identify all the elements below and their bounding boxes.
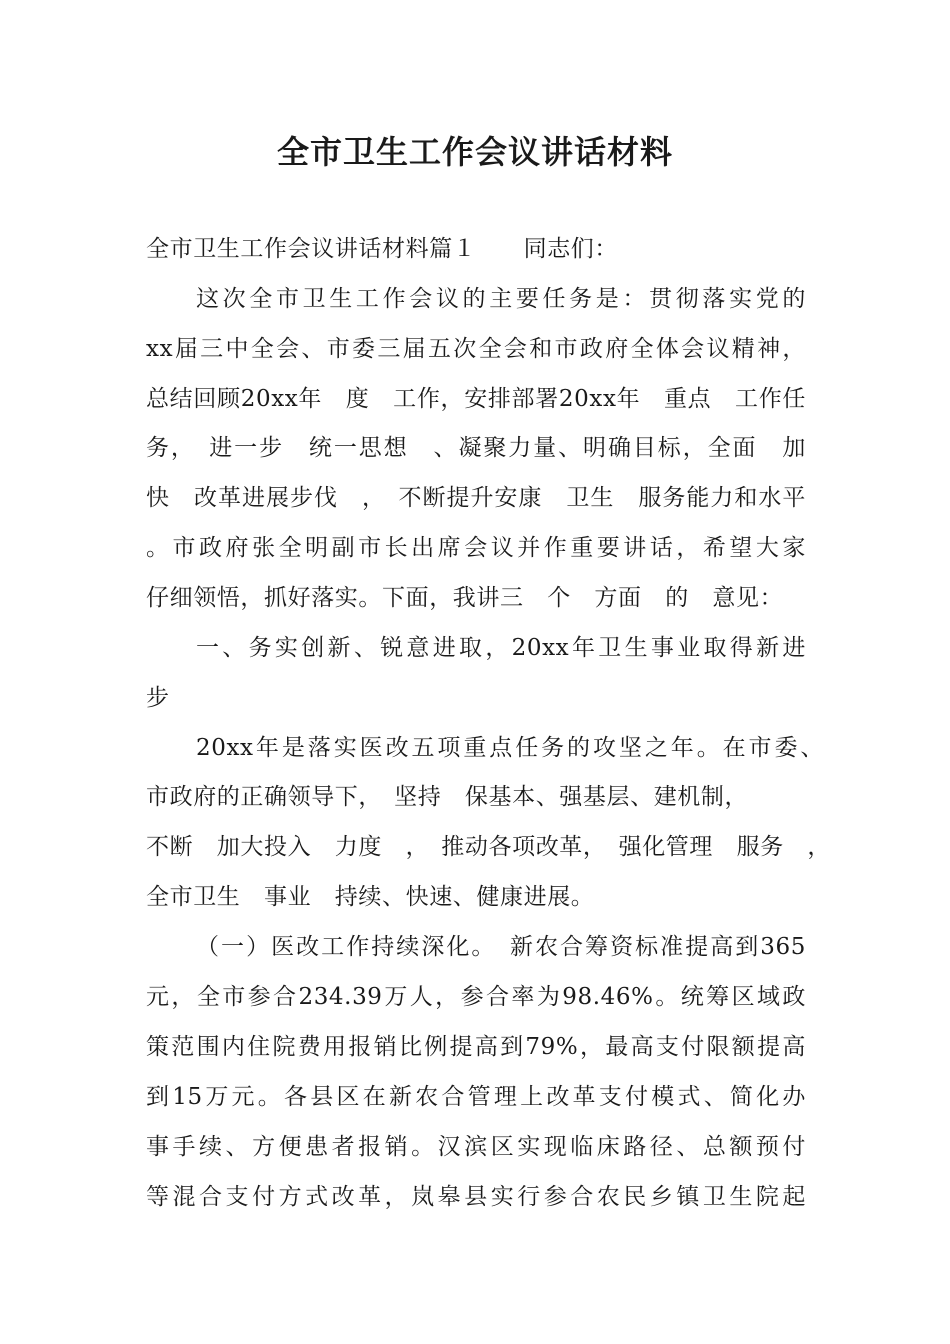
- subheading-1: （一）医改工作持续深化。 新农合筹资标准提高到365: [196, 934, 806, 960]
- text-line-1: 全市卫生工作会议讲话材料篇１ 同志们：: [146, 236, 618, 262]
- text-line-19: 事手续、方便患者报销。汉滨区实现临床路径、总额预付: [146, 1134, 806, 1160]
- text-line-6: 快 改革进展步伐 ， 不断提升安康 卫生 服务能力和水平: [146, 485, 806, 511]
- text-line-4: 总结回顾20xx年 度 工作，安排部署20xx年 重点 工作任: [146, 386, 806, 412]
- text-line-17: 策范围内住院费用报销比例提高到79%，最高支付限额提高: [146, 1034, 806, 1060]
- text-line-16: 元，全市参合234.39万人，参合率为98.46%。统筹区域政: [146, 984, 806, 1010]
- text-line-18: 到15万元。各县区在新农合管理上改革支付模式、简化办: [146, 1084, 806, 1110]
- text-line-3: xx届三中全会、市委三届五次全会和市政府全体会议精神，: [146, 336, 806, 362]
- heading-section-1: 一、务实创新、锐意进取，20xx年卫生事业取得新进: [196, 635, 806, 661]
- text-line-8: 仔细领悟，抓好落实。下面，我讲三 个 方面 的 意见：: [146, 585, 784, 611]
- text-line-2: 这次全市卫生工作会议的主要任务是：贯彻落实党的: [196, 286, 806, 312]
- text-line-11: 20xx年是落实医改五项重点任务的攻坚之年。在市委、: [196, 735, 824, 761]
- text-line-13: 不断 加大投入 力度 ， 推动各项改革， 强化管理 服务 ，: [146, 834, 831, 860]
- document-title: 全市卫生工作会议讲话材料: [276, 133, 673, 171]
- heading-section-1-cont: 步: [146, 685, 170, 711]
- text-line-20: 等混合支付方式改革，岚皋县实行参合农民乡镇卫生院起: [146, 1184, 806, 1210]
- text-line-5: 务， 进一步 统一思想 、凝聚力量、明确目标，全面 加: [146, 435, 806, 461]
- text-line-7: 。市政府张全明副市长出席会议并作重要讲话，希望大家: [146, 535, 806, 561]
- text-line-12: 市政府的正确领导下， 坚持 保基本、强基层、建机制，: [146, 784, 749, 810]
- text-line-14: 全市卫生 事业 持续、快速、健康进展。: [146, 884, 595, 910]
